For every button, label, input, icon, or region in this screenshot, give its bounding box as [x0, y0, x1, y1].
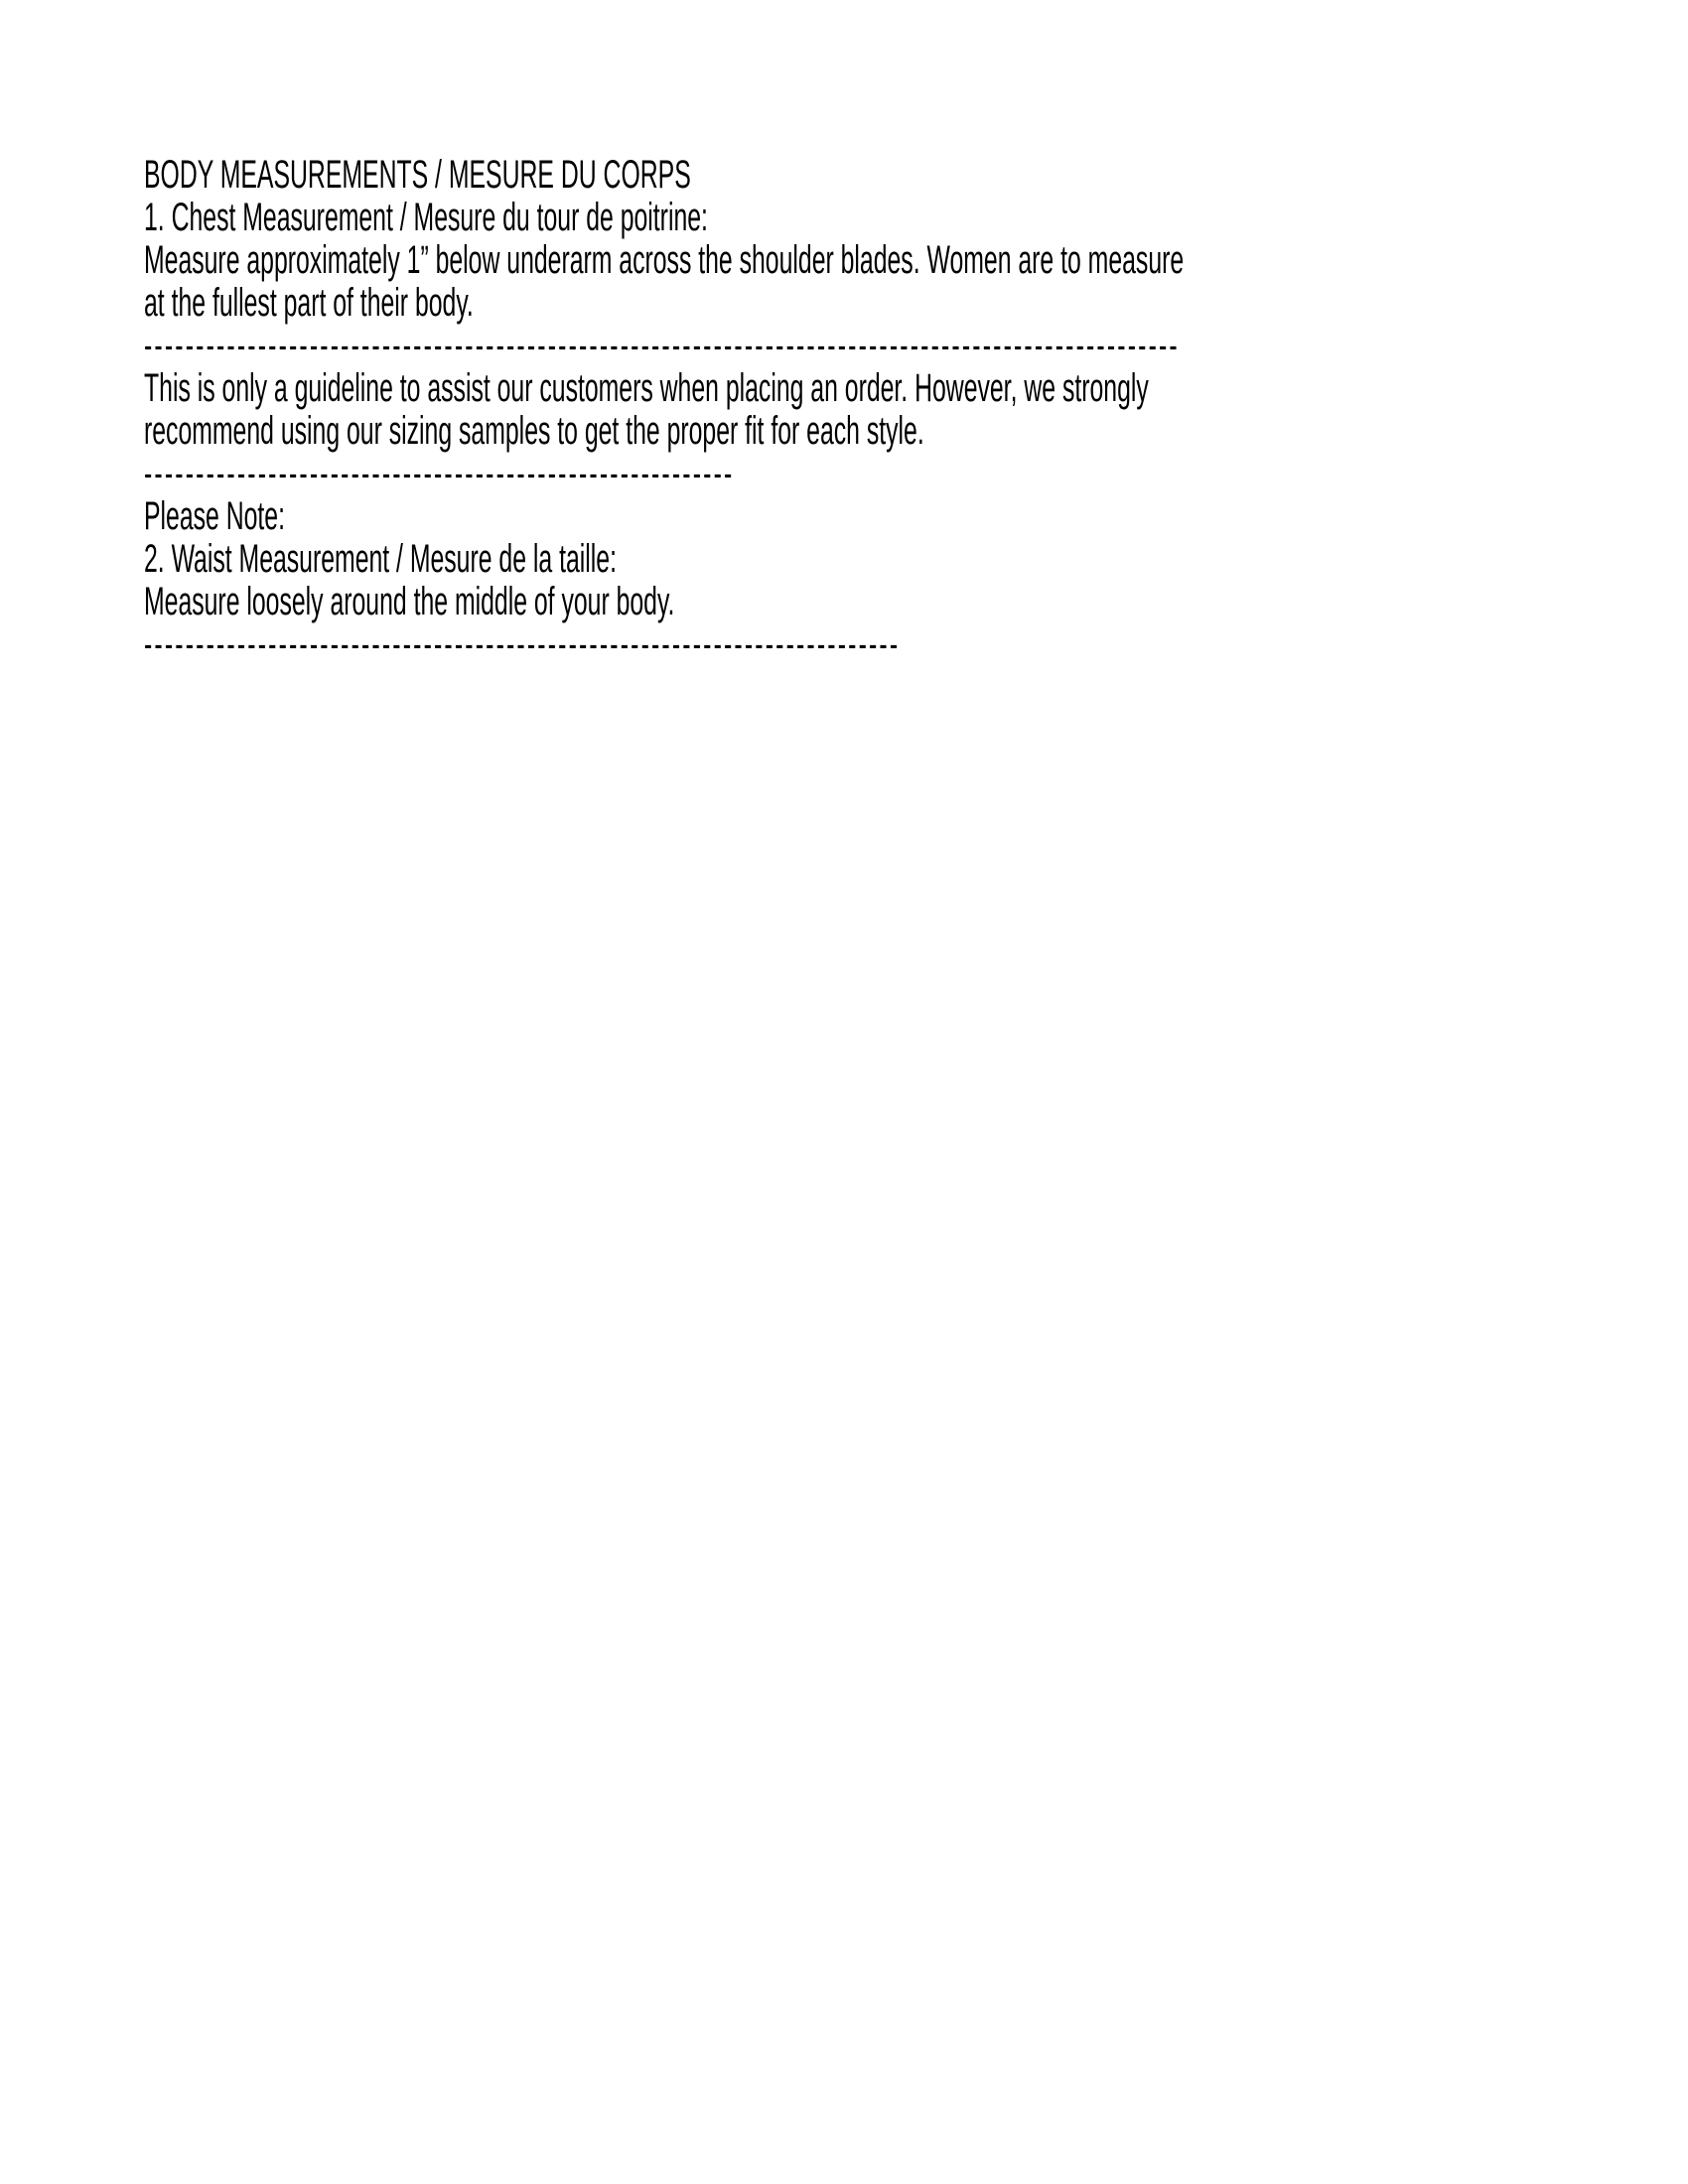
doc-line-please-note: Please Note: [144, 494, 285, 538]
doc-line-guideline-2: recommend using our sizing samples to get the proper fit for each style. [144, 409, 924, 453]
document-text-block [144, 154, 1498, 666]
doc-heading-body-measurements: BODY MEASUREMENTS / MESURE DU CORPS [144, 153, 691, 197]
doc-line-chest-instructions-1: Measure approximately 1” below underarm across the shoulder blades. Women are to measure [144, 238, 1185, 282]
separator-line-1: ---------------------------------------------------------------------------------------------------- [144, 324, 1180, 367]
doc-line-chest-instructions-2: at the fullest part of their body. [144, 281, 474, 325]
doc-line-waist-measurement-heading: 2. Waist Measurement / Mesure de la taille: [144, 537, 617, 581]
doc-line-guideline-1: This is only a guideline to assist our customers when placing an order. However, we strongly [144, 366, 1149, 410]
doc-line-chest-measurement-heading: 1. Chest Measurement / Mesure du tour de poitrine: [144, 196, 708, 239]
separator-line-3: ------------------------------------------------------------------------- [144, 622, 901, 666]
separator-line-2: --------------------------------------------------------- [144, 452, 735, 495]
doc-line-waist-instructions: Measure loosely around the middle of your body. [144, 580, 675, 623]
